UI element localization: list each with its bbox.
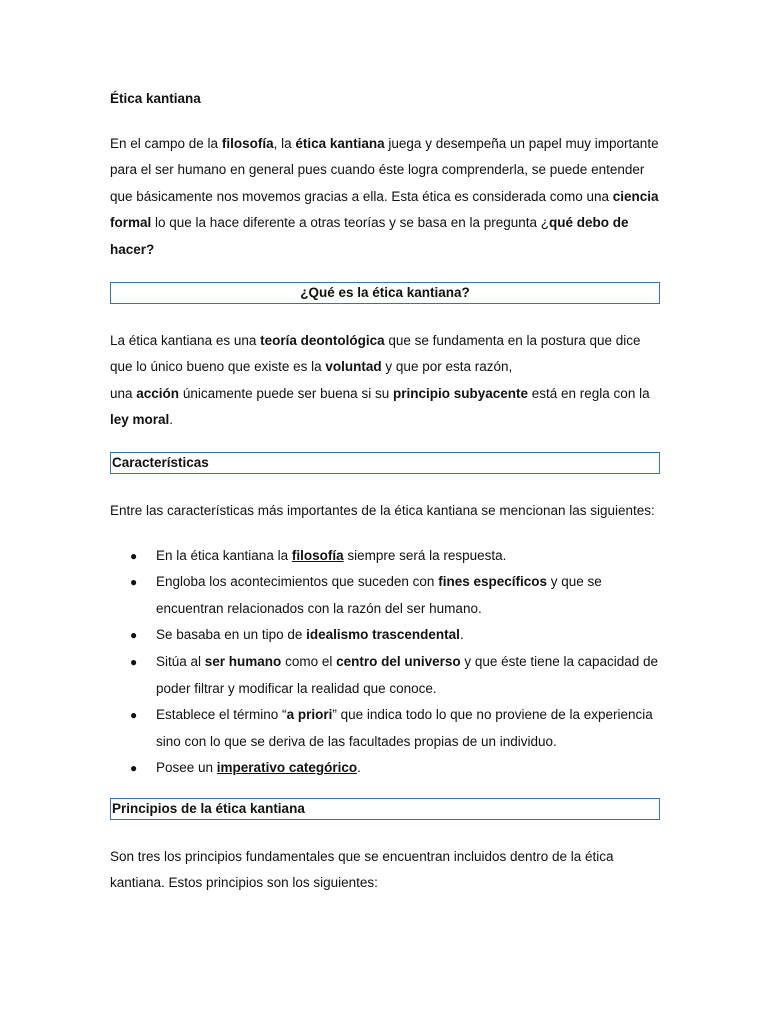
intro-bold-etica-kantiana: ética kantiana — [295, 135, 385, 151]
s1-bold-teoria: teoría deontológica — [260, 332, 385, 348]
intro-text-4: lo que la hace diferente a otras teorías y se basa en la pregunta ¿ — [151, 215, 550, 231]
intro-text-3: juega y desempeña un papel muy importante para el ser humano en general pues cuando éste logra comprenderla, se puede entender que básicamente nos movemos gracias a ella. Esta ética es considerada como una — [110, 135, 659, 204]
s1-text-3b: una — [110, 385, 137, 401]
characteristics-list — [110, 543, 660, 782]
item-text: y que se encuentran relacionados con la razón del ser humano. — [156, 574, 602, 616]
item-text: Posee un — [156, 760, 217, 776]
bullet-icon: ● — [130, 761, 138, 776]
item-bold: centro del universo — [336, 653, 461, 669]
link-filosofia[interactable]: filosofía — [291, 547, 344, 563]
item-text: siempre será la respuesta. — [343, 547, 507, 563]
intro-text-1: En el campo de la — [110, 135, 222, 151]
item-bold: ser humano — [204, 653, 282, 669]
s1-bold-voluntad: voluntad — [325, 359, 382, 375]
bullet-icon: ● — [130, 628, 138, 643]
s1-bold-accion: acción — [136, 385, 180, 401]
section-heading-principios: Principios de la ética kantiana — [110, 798, 660, 820]
section-heading-que-es: ¿Qué es la ética kantiana? — [110, 282, 660, 304]
list-item — [110, 702, 660, 755]
item-text: ” que indica todo lo que no proviene de la experiencia sino con lo que se deriva de las facultades propias de un individuo. — [156, 707, 653, 749]
document-title: Ética kantiana — [110, 91, 201, 106]
list-item — [110, 543, 660, 570]
bullet-icon: ● — [130, 575, 138, 590]
item-text: Se basaba en un tipo de — [156, 627, 307, 643]
section-heading-caracteristicas: Características — [110, 452, 660, 474]
s1-bold-principio: principio subyacente — [392, 385, 528, 401]
list-item — [110, 622, 660, 649]
bullet-icon: ● — [130, 708, 138, 723]
item-bold: idealismo trascendental — [306, 627, 460, 643]
item-text: Engloba los acontecimientos que suceden con — [156, 574, 439, 590]
intro-text-2: , la — [273, 135, 296, 151]
section1-paragraph — [110, 328, 660, 434]
item-text: . — [459, 627, 464, 643]
intro-bold-ciencia-formal: ciencia formal — [110, 188, 659, 231]
s1-text-6: . — [169, 412, 174, 428]
item-text: Sitúa al — [156, 653, 205, 669]
document-body — [110, 86, 660, 915]
link-imperativo-categorico[interactable]: imperativo categórico — [216, 760, 358, 776]
item-text: y que éste tiene la capacidad de poder filtrar y modificar la realidad que conoce. — [156, 653, 659, 696]
item-text: Establece el término “ — [156, 707, 287, 723]
s1-text-5: está en regla con la — [528, 385, 650, 401]
list-item — [110, 649, 660, 702]
list-item — [110, 569, 660, 622]
s1-text-4: únicamente puede ser buena si su — [179, 385, 393, 401]
item-text: . — [357, 760, 361, 776]
item-text: como el — [281, 653, 337, 669]
bullet-icon: ● — [130, 548, 138, 563]
s1-bold-ley-moral: ley moral — [110, 412, 170, 428]
item-bold: a priori — [286, 707, 333, 723]
item-text: En la ética kantiana la — [156, 547, 292, 563]
section2-intro: Entre las características más importantes de la ética kantiana se mencionan las siguientes: — [110, 502, 655, 518]
s1-text-1: La ética kantiana es una — [110, 332, 261, 348]
s1-text-2: que se fundamenta en la postura que dice que lo único bueno que existe es la — [110, 332, 641, 375]
intro-bold-filosofia: filosofía — [221, 135, 274, 151]
section3-intro: Son tres los principios fundamentales que se encuentran incluidos dentro de la ética kantiana. Estos principios son los siguientes: — [110, 848, 614, 891]
s1-text-3a: y que por esta razón, — [381, 359, 513, 375]
intro-bold-question: qué debo de hacer? — [110, 215, 629, 257]
bullet-icon: ● — [130, 654, 138, 669]
item-bold: fines específicos — [438, 574, 548, 590]
intro-paragraph — [110, 131, 660, 264]
list-item — [110, 755, 660, 782]
